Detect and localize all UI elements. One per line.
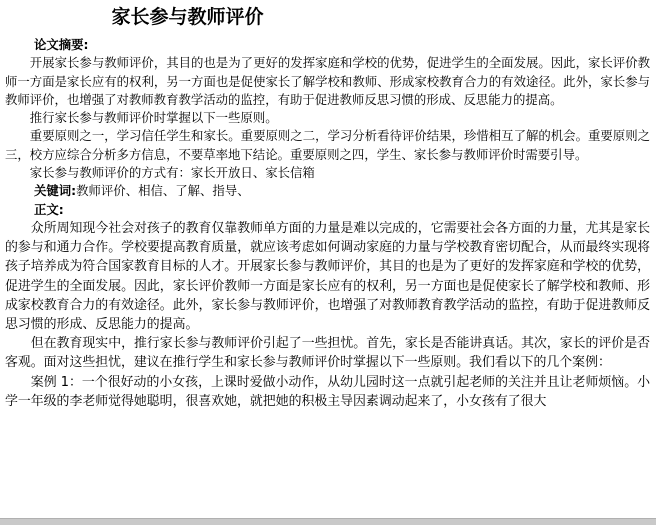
abstract-paragraph: 家长参与教师评价的方式有：家长开放日、家长信箱 bbox=[29, 165, 315, 181]
abstract-paragraph: 推行家长参与教师评价时掌握以下一些原则。 bbox=[29, 110, 278, 126]
main-paragraph: 众所周知现今社会对孩子的教育仅靠教师单方面的力量是难以完成的，它需要社会各方面的力量，尤其是家长的参与和通力合作。学校要提高教育质量，就应该考虑如何调动家庭的力量与学校教育密切配合，从而最终实现将孩子培养成为符合国家教育目标的人才。开展家长参与教师评价，其目的也是为了更好的发挥家庭和学校的优势，促进学生的全面发展。因此，家长评价教师一方面是家长应有的权利，另一方面也是促使家长了解学校和教师、形成家校教育合力的有效途径。此外，家长参与教师评价，也增强了对教师教育教学活动的监控，有助于促进教师反思习惯的形成、反思能力的提高。 bbox=[5, 220, 650, 332]
main-paragraph: 但在教育现实中，推行家长参与教师评价引起了一些担忧。首先，家长是否能讲真话。其次，家长的评价是否客观。面对这些担忧，建议在推行学生和家长参与教师评价时掌握以下一些原则。我们看以下的几个案例： bbox=[5, 336, 650, 371]
main-paragraph: 案例 1：一个很好动的小女孩，上课时爱做小动作，从幼儿园时这一点就引起老师的关注并且让老师烦恼。小学一年级的李老师觉得她聪明，很喜欢她，就把她的积极主导因素调动起来了，小女孩有了很大 bbox=[5, 374, 650, 409]
main-heading: 正文: bbox=[34, 201, 64, 217]
keywords-text: 教师评价、相信、了解、指导、 bbox=[76, 183, 250, 199]
abstract-heading: 论文摘要: bbox=[34, 37, 89, 52]
abstract-paragraph: 开展家长参与教师评价，其目的也是为了更好的发挥家庭和学校的优势，促进学生的全面发展。因此，家长评价教师一方面是家长应有的权利，另一方面也是促使家长了解学校和教师、形成家校教育合力的有效途径。此外，家长参与教师评价，也增强了对教师教育教学活动的监控，有助于促进教师反思习惯的形成、反思能力的提高。 bbox=[5, 55, 650, 107]
keywords-label: 关键词: bbox=[34, 183, 77, 199]
keywords-line bbox=[5, 182, 650, 200]
abstract-paragraph: 重要原则之一，学习信任学生和家长。重要原则之二，学习分析看待评价结果，珍惜相互了解的机会。重要原则之三，校方应综合分析多方信息，不要草率地下结论。重要原则之四，学生、家长参与教师评价时需要引导。 bbox=[5, 128, 650, 162]
main-body bbox=[5, 219, 650, 411]
document-title: 家长参与教师评价 bbox=[111, 6, 264, 28]
document-body bbox=[5, 36, 650, 411]
horizontal-scrollbar[interactable] bbox=[0, 518, 656, 525]
